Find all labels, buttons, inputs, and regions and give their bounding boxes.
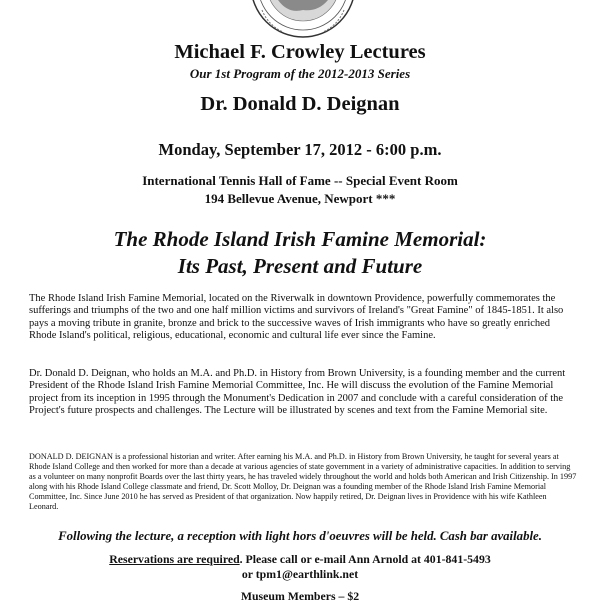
lecture-description-paragraph: Dr. Donald D. Deignan, who holds an M.A. and Ph.D. in History from Brown University, is a founding member and the current President of the Rhode Island Irish Famine Memorial Committee, Inc. He will discuss the evolution of the Famine Memorial project from its inception in 1995 through the Monument's Dedication in 2007 and conclude with a careful consideration of the Project's future prospects and challenges. The Lecture will be illustrated by scenes and text from the Famine Memorial site. <box>29 368 566 417</box>
reservations-info <box>0 552 600 582</box>
topic-line-2: Its Past, Present and Future <box>177 254 423 278</box>
museum-members-price: Museum Members – $2 <box>240 589 360 603</box>
organization-seal-logo <box>248 0 358 40</box>
event-date-time: Monday, September 17, 2012 - 6:00 p.m. <box>158 140 442 159</box>
speaker-name: Dr. Donald D. Deignan <box>200 93 400 115</box>
reception-note: Following the lecture, a reception with light hors d'oeuvres will be held. Cash bar available. <box>58 529 542 543</box>
speaker-bio-paragraph: DONALD D. DEIGNAN is a professional historian and writer. After earning his M.A. and Ph.D. in History from Brown University, he taught for several years at Rhode Island College and then worked for more than a decade at various agencies of state government in a variety of administrative capacities. In addition to serving as a volunteer on many nonprofit Boards over the last thirty years, he has traveled widely throughout the world and holds both American and Irish Citizenship. In 1997 along with his Rhode Island College classmate and friend, Dr. Scott Molloy, Dr. Deignan was a founding member of the Rhode Island Irish Famine Memorial Committee, Inc. Since June 2010 he has served as President of that organization. Now happily retired, Dr. Deignan lives in Providence with his wife Kathleen Leonard. <box>29 452 577 512</box>
program-subtitle: Our 1st Program of the 2012-2013 Series <box>189 66 411 81</box>
reservations-email[interactable]: or tpm1@earthlink.net <box>241 567 359 581</box>
lecture-topic <box>0 226 600 280</box>
lecture-series-title: Michael F. Crowley Lectures <box>174 41 426 63</box>
memorial-description-paragraph: The Rhode Island Irish Famine Memorial, located on the Riverwalk in downtown Providence, powerfully commemorates the sufferings and triumphs of the two and one half million victims and survivors of Ireland's "Great Famine" of 1845-1851. It also pays a moving tribute in granite, bronze and brick to the successive waves of Irish immigrants who have so greatly enriched Rhode Island's political, religious, educational, economic and cultural life ever since the Famine. <box>29 293 564 342</box>
venue-name: International Tennis Hall of Fame -- Special Event Room <box>142 173 458 188</box>
reservations-contact: . Please call or e-mail Ann Arnold at 401-841-5493 <box>239 552 491 566</box>
reservations-label: Reservations are required <box>109 552 240 566</box>
venue-info <box>0 172 600 208</box>
venue-address: 194 Bellevue Avenue, Newport *** <box>204 191 396 206</box>
topic-line-1: The Rhode Island Irish Famine Memorial: <box>113 227 487 251</box>
